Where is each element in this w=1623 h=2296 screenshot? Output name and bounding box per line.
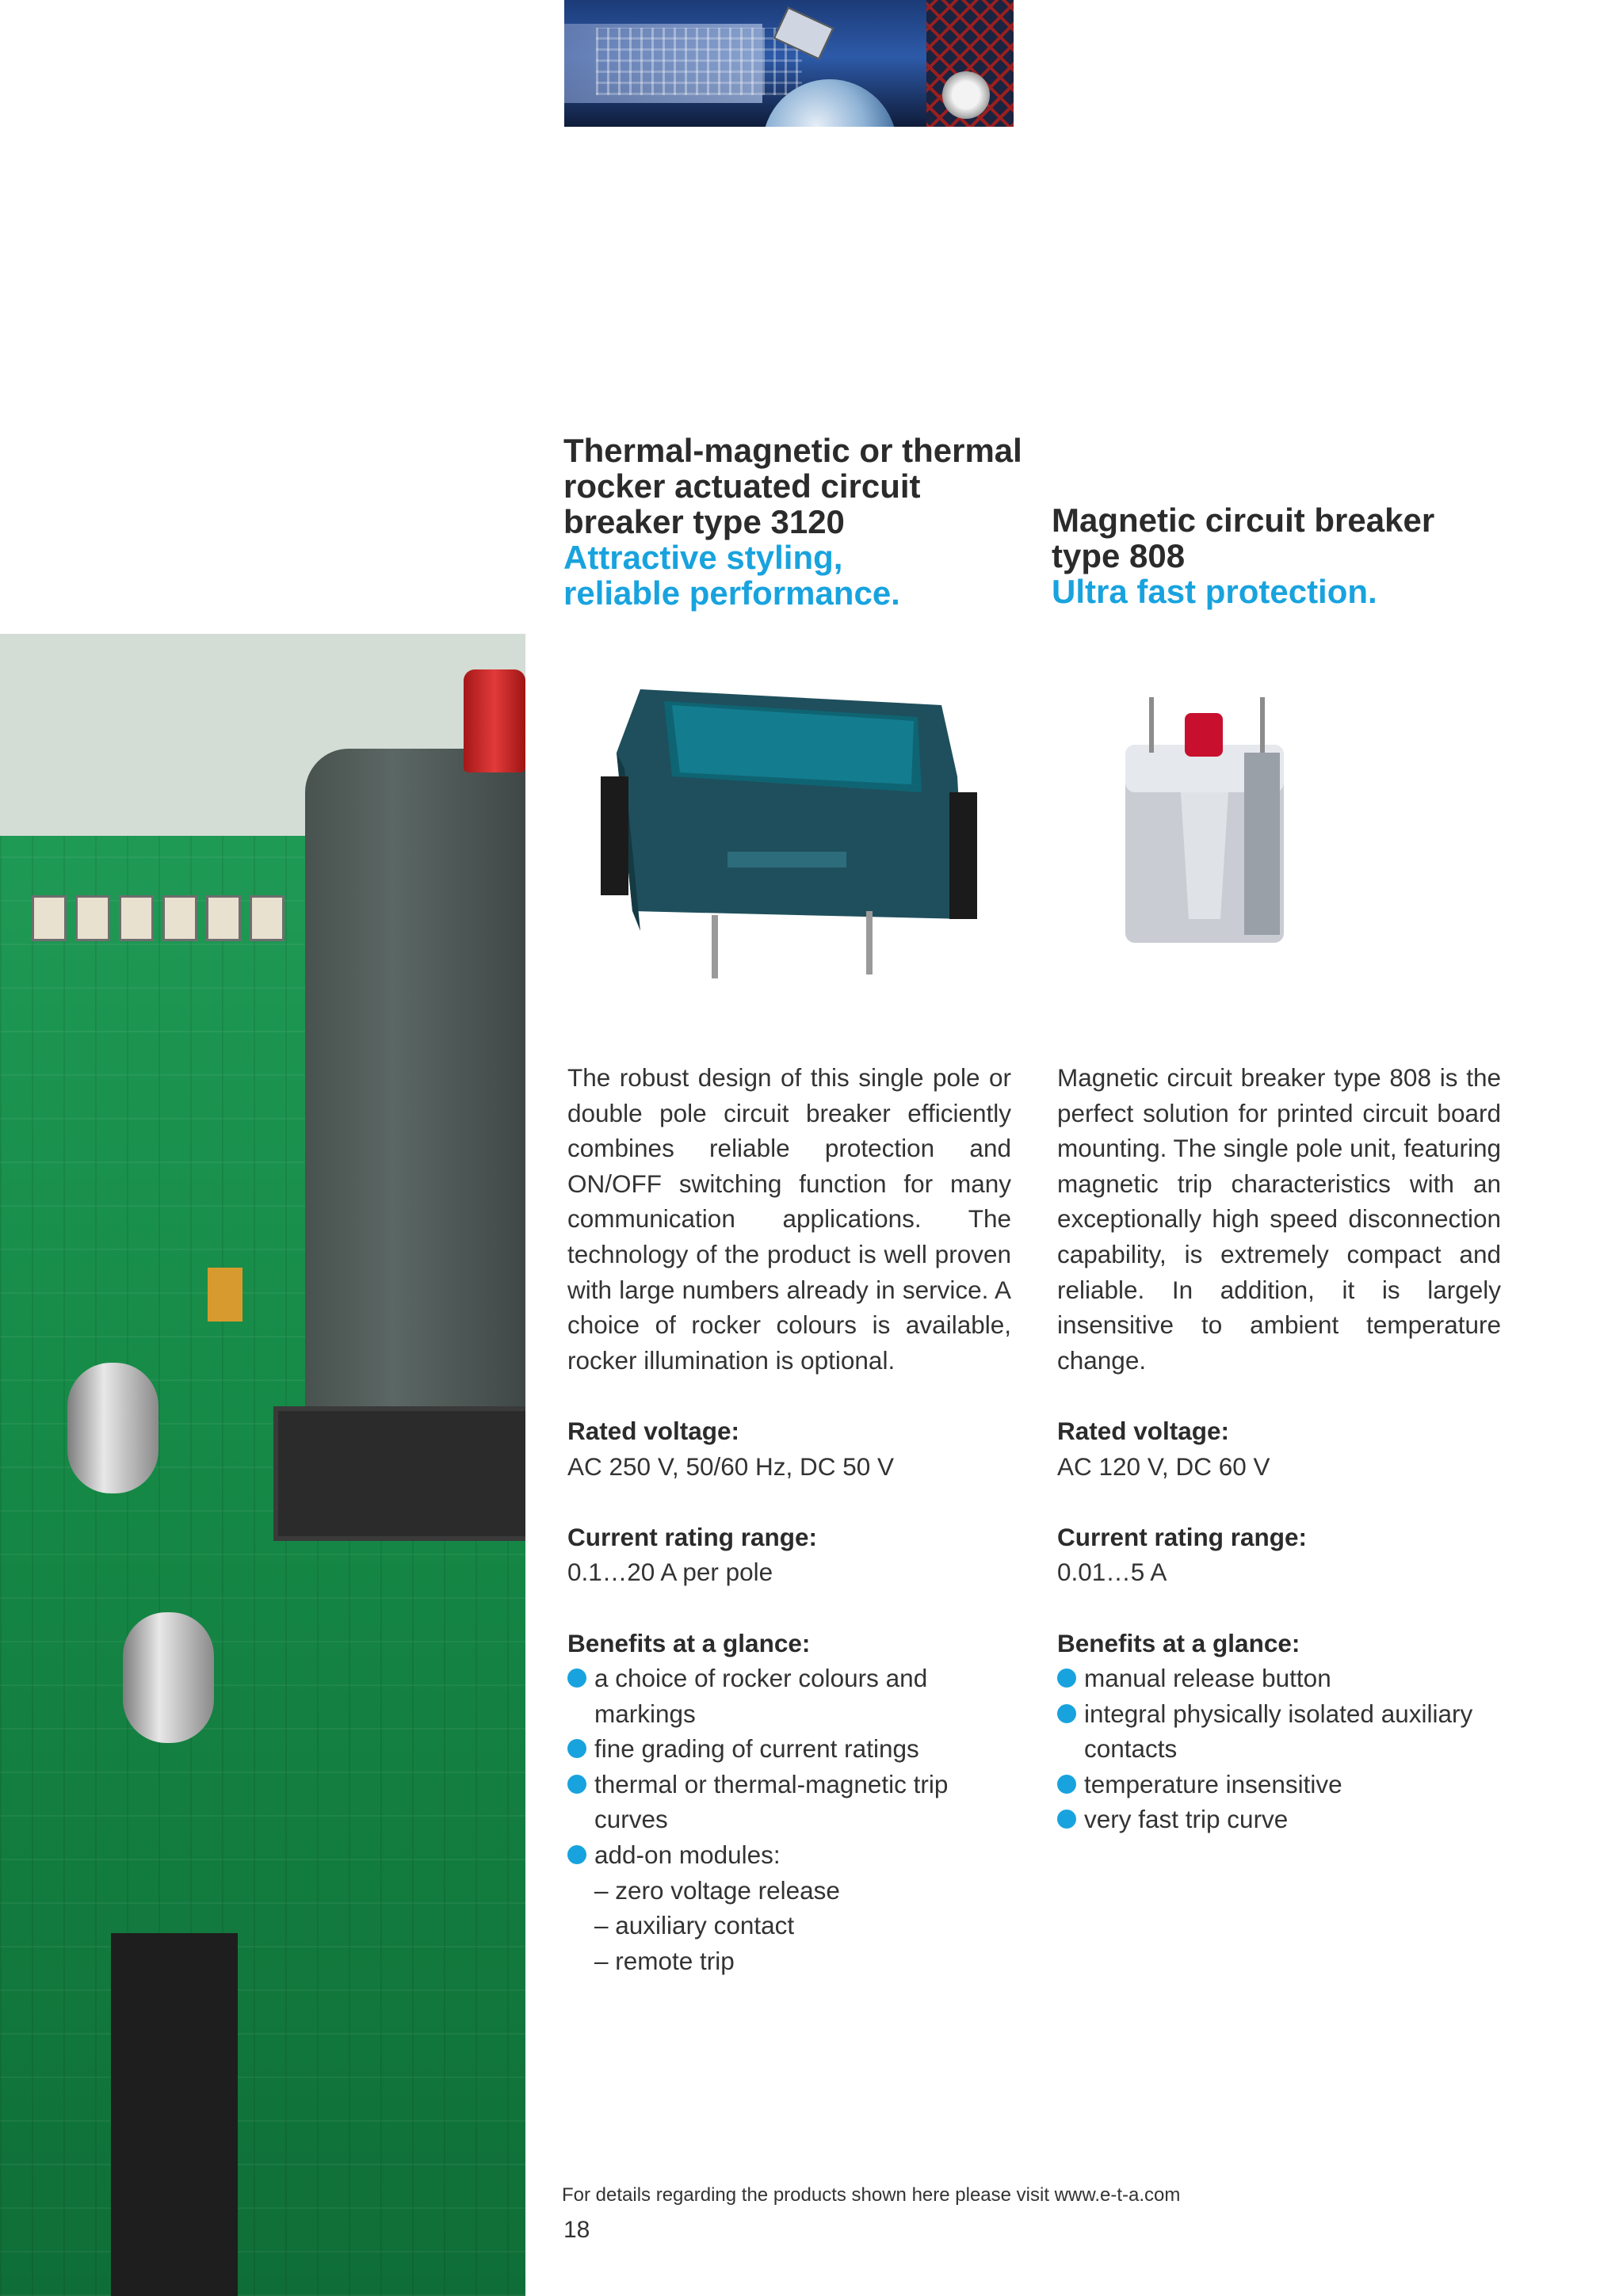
benefits-label: Benefits at a glance:	[1057, 1628, 1300, 1657]
bullet-icon	[1057, 1704, 1076, 1723]
footer-note: For details regarding the products shown here please visit www.e-t-a.com	[562, 2184, 1181, 2206]
product-3120-heading	[563, 433, 1039, 611]
benefit-item: manual release button	[1057, 1661, 1501, 1696]
circuit-board-image	[0, 634, 525, 2296]
benefit-item: very fast trip curve	[1057, 1802, 1501, 1837]
subheading-line: reliable performance.	[563, 574, 900, 612]
addon-module-item: – auxiliary contact	[594, 1911, 795, 1940]
addon-module-item: – zero voltage release	[594, 1875, 840, 1905]
rated-voltage-label: Rated voltage:	[1057, 1416, 1230, 1445]
bullet-icon	[567, 1739, 586, 1758]
product-808-heading	[1052, 502, 1527, 609]
benefit-item: thermal or thermal-magnetic trip curves	[567, 1767, 1011, 1837]
current-rating-value: 0.01…5 A	[1057, 1558, 1167, 1587]
subheading-line: Ultra fast protection.	[1052, 573, 1377, 610]
heading-line: Magnetic circuit breaker	[1052, 502, 1435, 539]
current-rating-label: Current rating range:	[567, 1522, 818, 1551]
push-button-breaker-808-image	[1102, 689, 1308, 951]
product-description: The robust design of this single pole or double pole circuit breaker efficiently combines reliable protection and ON/OFF switching function for many communication applications. The technology of the product is well proven with large numbers already in service. A choice of rocker colours is available, rocker illumination is optional.	[567, 1063, 1011, 1375]
page-number: 18	[563, 2217, 590, 2243]
heading-line: type 808	[1052, 537, 1186, 574]
benefit-item: a choice of rocker colours and markings	[567, 1661, 1011, 1731]
rated-voltage-value: AC 120 V, DC 60 V	[1057, 1451, 1270, 1481]
telecom-banner-image	[564, 0, 1014, 127]
benefit-item: integral physically isolated auxiliary contacts	[1057, 1696, 1501, 1767]
benefits-label: Benefits at a glance:	[567, 1628, 811, 1657]
bullet-icon	[1057, 1775, 1076, 1794]
rocker-breaker-3120-image	[593, 658, 989, 1006]
heading-line: rocker actuated circuit	[563, 467, 921, 505]
heading-line: breaker type 3120	[563, 503, 845, 540]
benefit-item: fine grading of current ratings	[567, 1731, 1011, 1767]
product-description: Magnetic circuit breaker type 808 is the perfect solution for printed circuit board mounting. The single pole unit, featuring magnetic trip characteristics with an exceptionally high speed disconnection capability, is extremely compact and reliable. In addition, it is largely insensitive to ambient temperature change.	[1057, 1063, 1501, 1375]
benefit-item: temperature insensitive	[1057, 1767, 1501, 1802]
rated-voltage-value: AC 250 V, 50/60 Hz, DC 50 V	[567, 1451, 895, 1481]
current-rating-value: 0.1…20 A per pole	[567, 1558, 773, 1587]
bullet-icon	[1057, 1669, 1076, 1688]
addon-module-item: – remote trip	[594, 1946, 735, 1975]
product-3120-details	[567, 1060, 1011, 1978]
product-808-details	[1057, 1060, 1501, 1837]
bullet-icon	[567, 1775, 586, 1794]
subheading-line: Attractive styling,	[563, 539, 843, 576]
rated-voltage-label: Rated voltage:	[567, 1416, 740, 1445]
heading-line: Thermal-magnetic or thermal	[563, 432, 1022, 469]
bullet-icon	[567, 1845, 586, 1864]
bullet-icon	[1057, 1810, 1076, 1829]
current-rating-label: Current rating range:	[1057, 1522, 1308, 1551]
benefit-item: add-on modules:	[567, 1837, 1011, 1873]
bullet-icon	[567, 1669, 586, 1688]
